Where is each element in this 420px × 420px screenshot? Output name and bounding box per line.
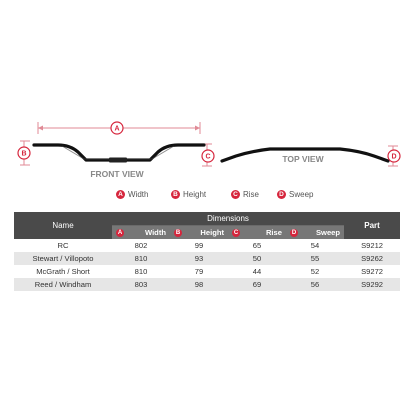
row-rise: 44 [228, 265, 286, 278]
dimensions-table [14, 212, 400, 291]
row-height: 98 [170, 278, 228, 291]
row-sweep: 54 [286, 239, 344, 252]
width-subheader [112, 226, 170, 240]
legend-item-width [116, 190, 148, 199]
table-row [14, 265, 400, 278]
svg-text:A: A [114, 125, 120, 133]
badge-a [111, 122, 123, 134]
svg-text:D: D [391, 153, 397, 161]
badge-a-icon: A [116, 190, 125, 199]
row-rise: 69 [228, 278, 286, 291]
legend-item-height [171, 190, 206, 199]
legend-item-sweep [277, 190, 313, 199]
row-height: 79 [170, 265, 228, 278]
badge-d-icon: D [291, 229, 297, 236]
row-rise: 65 [228, 239, 286, 252]
badge-c-icon: C [233, 229, 239, 236]
table-row [14, 239, 400, 252]
badge-c [202, 150, 214, 162]
front-view-handlebar [34, 145, 204, 163]
badge-d [388, 150, 400, 162]
legend-item-rise [231, 190, 259, 199]
subheader-label: Sweep [315, 228, 341, 237]
svg-text:C: C [205, 153, 211, 161]
row-height: 93 [170, 252, 228, 265]
badge-c-icon: C [231, 190, 240, 199]
row-width: 802 [112, 239, 170, 252]
row-sweep: 55 [286, 252, 344, 265]
row-sweep: 56 [286, 278, 344, 291]
row-name: Stewart / Villopoto [14, 252, 112, 265]
subheader-label: Width [144, 228, 166, 237]
row-rise: 50 [228, 252, 286, 265]
row-height: 99 [170, 239, 228, 252]
part-header: Part [344, 212, 400, 239]
top-view-label: TOP VIEW [282, 154, 324, 164]
row-name: RC [14, 239, 112, 252]
badge-a-icon: A [117, 229, 123, 236]
height-subheader [170, 226, 228, 240]
subheader-label: Rise [265, 228, 282, 237]
dimensions-header: Dimensions [112, 212, 344, 226]
legend-label: Sweep [289, 190, 314, 199]
row-part: S9272 [344, 265, 400, 278]
row-sweep: 52 [286, 265, 344, 278]
sweep-subheader [286, 226, 344, 240]
subheader-label: Height [200, 228, 224, 237]
badge-b-icon: B [171, 190, 180, 199]
row-width: 803 [112, 278, 170, 291]
front-view-label: FRONT VIEW [90, 169, 144, 179]
name-header: Name [14, 212, 112, 239]
row-part: S9292 [344, 278, 400, 291]
legend-label: Height [183, 190, 207, 199]
badge-b-icon: B [175, 229, 181, 236]
row-width: 810 [112, 252, 170, 265]
svg-text:B: B [21, 150, 27, 158]
row-name: McGrath / Short [14, 265, 112, 278]
legend-label: Rise [243, 190, 260, 199]
legend-label: Width [128, 190, 149, 199]
row-width: 810 [112, 265, 170, 278]
row-name: Reed / Windham [14, 278, 112, 291]
rise-subheader [228, 226, 286, 240]
table-row [14, 252, 400, 265]
dimension-legend [0, 190, 420, 204]
badge-b [18, 147, 30, 159]
table-row [14, 278, 400, 291]
row-part: S9262 [344, 252, 400, 265]
badge-d-icon: D [277, 190, 286, 199]
row-part: S9212 [344, 239, 400, 252]
